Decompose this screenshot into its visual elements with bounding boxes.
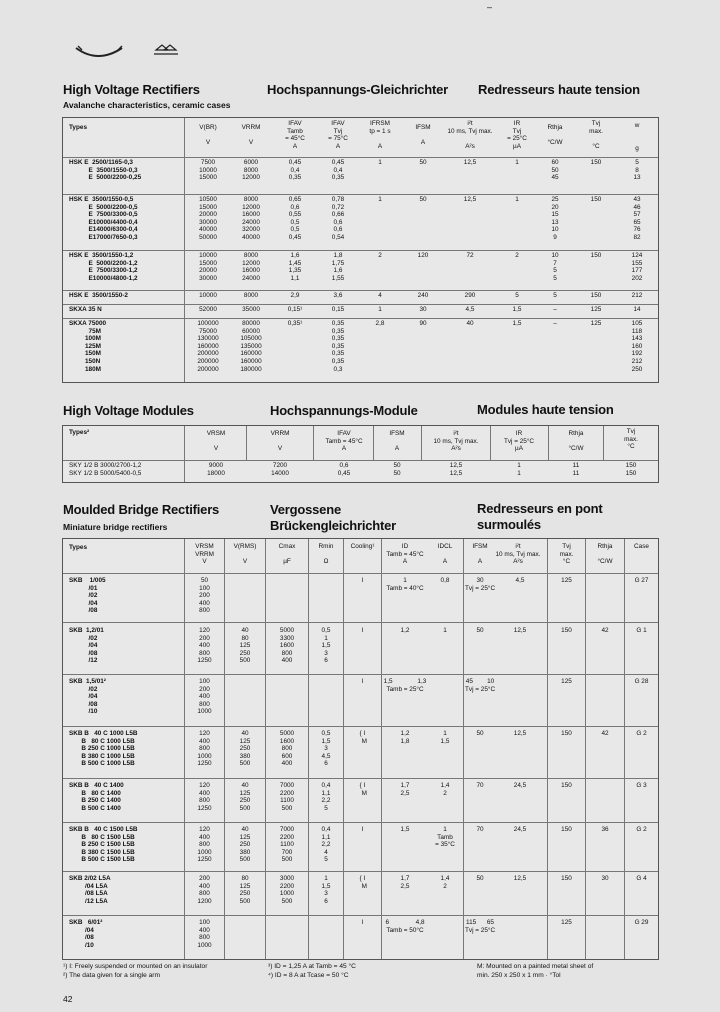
bridge-i2t-group-5: 24,5: [513, 826, 527, 833]
hv-rect-ifsm-group-2: 120: [417, 252, 429, 259]
hv-rect-types-group-2: HSK E 3500/1550-1,2 E 5000/2200-1,2 E 7500/3300-1,2 E10000/4800-1,2: [69, 252, 138, 282]
br-col-rmin: Rmin Ω: [318, 543, 334, 566]
hv-rect-ifav45-group-0: 0,45 0,4 0,35: [288, 159, 302, 182]
hv-rect-vbr-group-2: 10000 15000 20000 30000: [199, 252, 217, 282]
hv-rect-ifrsm-group-2: 2: [378, 252, 382, 259]
hv-rect-rth-group-3: 5: [553, 292, 557, 299]
footnote-2: ²) The data given for a single arm: [63, 972, 161, 979]
hv-rect-i2t-group-2: 72: [466, 252, 474, 259]
bridge-case-group-0: G 27: [634, 577, 649, 584]
hv-rect-vrrm-group-1: 8000 12000 16000 24000 32000 40000: [242, 196, 260, 241]
bridge-vrrm-group-1: 120 200 400 800 1250: [197, 627, 212, 665]
bridge-rmin-group-1: 0,5 1 1,5 3 6: [321, 627, 331, 665]
bridge-id-group-0: 1 Tamb = 40°C: [386, 577, 424, 592]
bridge-id-group-7: 6 4,8 Tamb = 50°C: [385, 919, 425, 934]
bridge-id-group-4: 1,7 2,5: [400, 782, 410, 797]
bridge-vrms-group-3: 40 125 250 380 500: [239, 730, 251, 768]
hv-rect-w-group-0: 5 8 13: [633, 159, 641, 182]
hv-rect-ifav45-group-5: 0,35¹: [287, 320, 303, 327]
bridge-cool-group-4: { I M: [359, 782, 367, 797]
mod-col-types: Types²: [69, 429, 90, 436]
bridge-vrrm-group-5: 120 400 800 1000 1250: [197, 826, 212, 864]
hv-rect-types-group-5: SKXA 75000 75M 100M 125M 150M 150N 180M: [69, 320, 107, 373]
bridge-vrrm-group-4: 120 400 800 1250: [197, 782, 212, 812]
bridge-id-group-1: 1,2: [400, 627, 410, 634]
mod-tvj: 150 150: [625, 462, 637, 477]
br-col-i2t: i²t 10 ms, Tvj max. A²s: [495, 543, 541, 566]
br-col-idcl: IDCL A: [437, 543, 453, 566]
hv-rect-ifav75-group-1: 0,78 0,72 0,66 0,6 0,6 0,54: [331, 196, 345, 241]
br-col-ifsm: IFSM A: [472, 543, 488, 566]
footnote-3: ³) ID = 1,25 A at Tamb = 45 °C: [268, 963, 356, 970]
hv-rect-rth-group-1: 25 20 15 13 10 9: [551, 196, 559, 241]
bridge-cmax-group-4: 7000 2200 1100 500: [279, 782, 295, 812]
hv-rect-tvj-group-2: 150: [590, 252, 602, 259]
page-number: 42: [63, 994, 73, 1004]
hv-rect-i2t-group-0: 12,5: [463, 159, 477, 166]
bridge-id-group-3: 1,2 1,8: [400, 730, 410, 745]
bridge-vrrm-group-2: 100 200 400 800 1000: [197, 678, 212, 716]
bridge-vrrm-group-6: 200 400 800 1200: [197, 875, 212, 905]
bridge-rth-group-3: 42: [601, 730, 609, 737]
hv-rect-ifav45-group-3: 2,9: [290, 292, 300, 299]
footnote-1: ¹) I: Freely suspended or mounted on an insulator: [63, 963, 208, 970]
col-i2t: i²t 10 ms, Tvj max. A²s: [447, 120, 493, 150]
bridge-id-group-5: 1,5: [400, 826, 410, 833]
section3-title-de2: Brückengleichrichter: [270, 518, 397, 533]
hv-rect-ifsm-group-1: 50: [419, 196, 427, 203]
footnote-6: min. 250 x 250 x 1 mm · °Tol: [477, 972, 561, 979]
bridge-vrms-group-6: 80 125 250 500: [239, 875, 251, 905]
bridge-ifsm-group-2: 45 10 Tvj = 25°C: [465, 678, 496, 693]
bridge-case-group-4: G 3: [636, 782, 647, 789]
bridge-types-group-0: SKB 1/005 /01 /02 /04 /08: [69, 577, 106, 615]
bridge-cool-group-7: I: [361, 919, 364, 926]
hv-rect-w-group-2: 124 155 177 202: [631, 252, 643, 282]
mod-col-ir: IR Tvj = 25°C µA: [503, 430, 535, 453]
semikron-logo-icon: [74, 42, 204, 64]
hv-rect-ir-group-2: 2: [515, 252, 519, 259]
bridge-case-group-5: G 2: [636, 826, 647, 833]
hv-rect-ir-group-3: 5: [515, 292, 519, 299]
footnote-5: M: Mounted on a painted metal sheet of: [477, 963, 594, 970]
bridge-i2t-group-1: 12,5: [513, 627, 527, 634]
mod-vrsm: 9000 18000: [207, 462, 225, 477]
bridge-cmax-group-1: 5000 3300 1600 800 400: [279, 627, 295, 665]
bridge-tvj-group-0: 125: [561, 577, 572, 584]
hv-rect-i2t-group-3: 290: [464, 292, 476, 299]
bridge-types-group-1: SKB 1,2/01 /02 /04 /08 /12: [69, 627, 104, 665]
section1-title-fr: Redresseurs haute tension: [478, 82, 640, 97]
bridge-vrrm-group-7: 100 400 800 1000: [197, 919, 212, 949]
bridge-rth-group-5: 36: [601, 826, 609, 833]
hv-rect-tvj-group-0: 150: [590, 159, 602, 166]
mod-col-tvj: Tvj max. °C: [624, 428, 638, 451]
mod-vrrm: 7200 14000: [271, 462, 289, 477]
hv-rect-vrrm-group-5: 80000 60000 105000 135000 160000 160000 180000: [240, 320, 262, 373]
col-ifav75: IFAV Tvj = 75°C A: [328, 120, 348, 150]
bridge-cmax-group-5: 7000 2200 1100 700 500: [279, 826, 295, 864]
hv-rect-vbr-group-3: 10000: [199, 292, 217, 299]
hv-rect-ifrsm-group-3: 4: [378, 292, 382, 299]
bridge-cool-group-5: I: [361, 826, 364, 833]
bridge-cool-group-1: I: [361, 627, 364, 634]
bridge-idcl-group-3: 1 1,5: [440, 730, 450, 745]
hv-rect-w-group-3: 212: [631, 292, 643, 299]
hv-rect-tvj-group-1: 150: [590, 196, 602, 203]
bridge-tvj-group-7: 125: [561, 919, 572, 926]
bridge-id-group-2: 1,5 1,3 Tamb = 25°C: [383, 678, 427, 693]
mod-col-rth: Rthja °C/W: [568, 430, 584, 453]
mod-col-ifsm: IFSM A: [389, 430, 405, 453]
br-col-id: ID Tamb = 45°C A: [386, 543, 424, 566]
br-col-tvj: Tvj max. °C: [559, 543, 574, 566]
bridge-types-group-6: SKB 2/02 L5A /04 L5A /08 L5A /12 L5A: [69, 875, 111, 905]
col-ir: IR Tvj = 25°C µA: [507, 120, 527, 150]
bridge-idcl-group-0: 0,8: [440, 577, 450, 584]
hv-rect-vrrm-group-0: 6000 8000 12000: [242, 159, 260, 182]
section3-title-fr1: Redresseurs en pont: [477, 501, 603, 516]
bridge-i2t-group-4: 24,5: [513, 782, 527, 789]
mod-col-i2t: i²t 10 ms, Tvj max. A²s: [433, 430, 479, 453]
br-col-vrms: V(RMS) V: [233, 543, 257, 566]
br-col-types: Types: [69, 544, 87, 551]
hv-rect-ifav45-group-2: 1,6 1,45 1,35 1,1: [288, 252, 302, 282]
col-vbr: V(BR) V: [199, 124, 217, 147]
section2-title-fr: Modules haute tension: [477, 402, 614, 417]
bridge-cool-group-2: I: [361, 678, 364, 685]
bridge-idcl-group-4: 1,4 2: [440, 782, 450, 797]
hv-rect-ir-group-1: 1: [515, 196, 519, 203]
col-vrrm: VRRM V: [241, 124, 261, 147]
hv-rect-vbr-group-1: 10500 15000 20000 30000 40000 50000: [199, 196, 217, 241]
bridge-cool-group-3: { I M: [359, 730, 367, 745]
section3-subtitle: Miniature bridge rectifiers: [63, 522, 168, 532]
hv-rect-ifsm-group-3: 240: [417, 292, 429, 299]
bridge-tvj-group-1: 150: [561, 627, 572, 634]
mod-i2t: 12,5 12,5: [449, 462, 463, 477]
mod-ir: 1 1: [517, 462, 521, 477]
bridge-id-group-6: 1,7 2,5: [400, 875, 410, 890]
hv-rect-tvj-group-5: 125: [590, 320, 602, 327]
hv-rect-types-group-0: HSK E 2500/1165-0,3 E 3500/1550-0,3 E 5000/2200-0,25: [69, 159, 142, 182]
hv-rect-ir-group-0: 1: [515, 159, 519, 166]
hv-rect-vrrm-group-3: 8000: [243, 292, 259, 299]
br-col-cmax: Cmax µF: [278, 543, 296, 566]
col-types: Types: [69, 124, 87, 131]
bridge-ifsm-group-3: 50: [476, 730, 484, 737]
bridge-ifsm-group-4: 70: [476, 782, 484, 789]
col-tvj: Tvj max. °C: [589, 120, 603, 150]
hv-rect-types-group-3: HSK E 3500/1550-2: [69, 292, 128, 299]
bridge-tvj-group-2: 125: [561, 678, 572, 685]
section3-title-fr2: surmoulés: [477, 517, 541, 532]
bridge-cool-group-6: { I M: [359, 875, 367, 890]
hv-rect-ifav75-group-5: 0,35 0,35 0,35 0,35 0,35 0,35 0,3: [331, 320, 345, 373]
bridge-types-group-3: SKB B 40 C 1000 L5B B 80 C 1000 L5B B 250 C 1000 L5B B 380 C 1000 L5B B 500 C 1000 L5B: [69, 730, 138, 768]
bridge-vrms-group-1: 40 80 125 250 500: [239, 627, 251, 665]
hv-rect-ifav45-group-4: 0,15¹: [287, 306, 303, 313]
bridge-ifsm-group-0: 30 Tvj = 25°C: [465, 577, 496, 592]
hv-rect-ifav75-group-2: 1,8 1,75 1,6 1,55: [331, 252, 345, 282]
col-ifav45: IFAV Tamb = 45°C A: [285, 120, 305, 150]
hv-rect-rth-group-0: 60 50 45: [551, 159, 559, 182]
bridge-case-group-1: G 1: [636, 627, 647, 634]
bridge-ifsm-group-5: 70: [476, 826, 484, 833]
bridge-i2t-group-0: 4,5: [515, 577, 525, 584]
hv-rect-vrrm-group-4: 35000: [242, 306, 260, 313]
hv-rect-ifrsm-group-4: 1: [378, 306, 382, 313]
bridge-ifsm-group-7: 115 65 Tvj = 25°C: [465, 919, 496, 934]
bridge-case-group-7: G 29: [634, 919, 649, 926]
bridge-rectifiers-table: [62, 538, 659, 960]
hv-rectifiers-table: [62, 117, 659, 383]
hv-rect-tvj-group-4: 125: [590, 306, 602, 313]
col-ifsm: IFSM A: [415, 124, 431, 147]
hv-rect-ir-group-5: 1,5: [512, 320, 522, 327]
hv-rect-i2t-group-5: 40: [466, 320, 474, 327]
mod-col-vrsm: VRSM V: [206, 430, 226, 453]
bridge-tvj-group-6: 150: [561, 875, 572, 882]
br-col-case: Case: [634, 543, 649, 550]
bridge-rth-group-1: 42: [601, 627, 609, 634]
hv-rect-i2t-group-4: 4,5: [465, 306, 475, 313]
hv-rect-ifsm-group-4: 30: [419, 306, 427, 313]
hv-rect-ifrsm-group-5: 2,8: [375, 320, 385, 327]
hv-rect-tvj-group-3: 150: [590, 292, 602, 299]
bridge-case-group-2: G 28: [634, 678, 649, 685]
hv-rect-ifav75-group-3: 3,6: [333, 292, 343, 299]
col-w: w g: [634, 122, 640, 152]
section3-title-en: Moulded Bridge Rectifiers: [63, 502, 220, 517]
hv-rect-ifav45-group-1: 0,65 0,6 0,55 0,5 0,5 0,45: [288, 196, 302, 241]
hv-rect-rth-group-5: –: [553, 320, 557, 327]
hv-rect-types-group-4: SKXA 35 N: [69, 306, 102, 313]
hv-rect-vbr-group-4: 52000: [199, 306, 217, 313]
hv-rect-ifrsm-group-0: 1: [378, 159, 382, 166]
bridge-ifsm-group-6: 50: [476, 875, 484, 882]
top-mark: –: [487, 2, 493, 12]
bridge-types-group-5: SKB B 40 C 1500 L5B B 80 C 1500 L5B B 250 C 1500 L5B B 380 C 1500 L5B B 500 C 1500 L5B: [69, 826, 138, 864]
section1-title-de: Hochspannungs-Gleichrichter: [267, 82, 448, 97]
section3-title-de1: Vergossene: [270, 502, 341, 517]
bridge-vrrm-group-0: 50 100 200 400 800: [199, 577, 210, 615]
hv-rect-w-group-4: 14: [633, 306, 641, 313]
bridge-types-group-7: SKB 6/01² /04 /08 /10: [69, 919, 103, 949]
hv-rect-ifsm-group-0: 50: [419, 159, 427, 166]
bridge-rmin-group-3: 0,5 1,5 3 4,5 6: [321, 730, 331, 768]
hv-rect-i2t-group-1: 12,5: [463, 196, 477, 203]
hv-modules-table: [62, 425, 659, 483]
hv-rect-ifav75-group-0: 0,45 0,4 0,35: [331, 159, 345, 182]
bridge-tvj-group-3: 150: [561, 730, 572, 737]
bridge-i2t-group-6: 12,5: [513, 875, 527, 882]
mod-rth: 11 11: [572, 462, 580, 477]
br-col-vrrm: VRSM VRRM V: [195, 543, 214, 566]
mod-col-ifav: IFAV Tamb = 45°C A: [325, 430, 363, 453]
bridge-vrms-group-5: 40 125 250 380 500: [239, 826, 251, 864]
section2-title-de: Hochspannungs-Module: [270, 403, 418, 418]
hv-rect-ifav75-group-4: 0,15: [331, 306, 345, 313]
bridge-rmin-group-6: 1 1,5 3 6: [321, 875, 331, 905]
mod-ifsm: 50 50: [393, 462, 401, 477]
br-col-cooling: Cooling¹: [350, 543, 375, 550]
bridge-rmin-group-4: 0,4 1,1 2,2 5: [321, 782, 331, 812]
bridge-types-group-4: SKB B 40 C 1400 B 80 C 1400 B 250 C 1400 B 500 C 1400: [69, 782, 124, 812]
col-rth: Rthja °C/W: [547, 124, 563, 147]
section2-title-en: High Voltage Modules: [63, 403, 194, 418]
bridge-ifsm-group-1: 50: [476, 627, 484, 634]
bridge-tvj-group-4: 150: [561, 782, 572, 789]
hv-rect-vrrm-group-2: 8000 12000 16000 24000: [242, 252, 260, 282]
hv-rect-vbr-group-0: 7500 10000 15000: [199, 159, 217, 182]
hv-rect-w-group-1: 43 46 57 65 76 82: [633, 196, 641, 241]
mod-col-vrrm: VRRM V: [270, 430, 290, 453]
section1-subtitle: Avalanche characteristics, ceramic cases: [63, 100, 231, 110]
hv-rect-w-group-5: 105 118 143 160 192 212 250: [631, 320, 643, 373]
bridge-idcl-group-6: 1,4 2: [440, 875, 450, 890]
bridge-idcl-group-5: 1 Tamb = 35°C: [435, 826, 455, 849]
bridge-idcl-group-1: 1: [443, 627, 447, 634]
footnote-4: ⁴) ID = 8 A at Tcase = 50 °C: [268, 972, 349, 979]
bridge-tvj-group-5: 150: [561, 826, 572, 833]
bridge-case-group-6: G 4: [636, 875, 647, 882]
bridge-cmax-group-3: 5000 1600 800 600 400: [279, 730, 295, 768]
col-ifrsm: IFRSM tp = 1 s A: [369, 120, 391, 150]
bridge-cool-group-0: I: [361, 577, 364, 584]
bridge-cmax-group-6: 3000 2200 1000 500: [279, 875, 295, 905]
bridge-vrrm-group-3: 120 400 800 1000 1250: [197, 730, 212, 768]
hv-rect-rth-group-4: –: [553, 306, 557, 313]
bridge-types-group-2: SKB 1,5/01² /02 /04 /08 /10: [69, 678, 106, 716]
bridge-rth-group-6: 30: [601, 875, 609, 882]
bridge-case-group-3: G 2: [636, 730, 647, 737]
hv-rect-types-group-1: HSK E 3500/1550-0,5 E 5000/2200-0,5 E 7500/3300-0,5 E10000/4400-0,4 E14000/6300-0,4 E17000/7650-0,3: [69, 196, 138, 241]
hv-rect-ir-group-4: 1,5: [512, 306, 522, 313]
mod-types: SKY 1/2 B 3000/2700-1,2 SKY 1/2 B 5000/5400-0,5: [69, 462, 142, 477]
hv-rect-rth-group-2: 10 7 5 5: [551, 252, 559, 282]
bridge-vrms-group-4: 40 125 250 500: [239, 782, 251, 812]
hv-rect-ifrsm-group-1: 1: [378, 196, 382, 203]
section1-title-en: High Voltage Rectifiers: [63, 82, 200, 97]
hv-rect-ifsm-group-5: 90: [419, 320, 427, 327]
bridge-i2t-group-3: 12,5: [513, 730, 527, 737]
hv-rect-vbr-group-5: 100000 75000 130000 160000 200000 200000 200000: [197, 320, 219, 373]
bridge-rmin-group-5: 0,4 1,1 2,2 4 5: [321, 826, 331, 864]
br-col-rth: Rthja °C/W: [597, 543, 613, 566]
mod-ifav: 0,6 0,45: [337, 462, 351, 477]
